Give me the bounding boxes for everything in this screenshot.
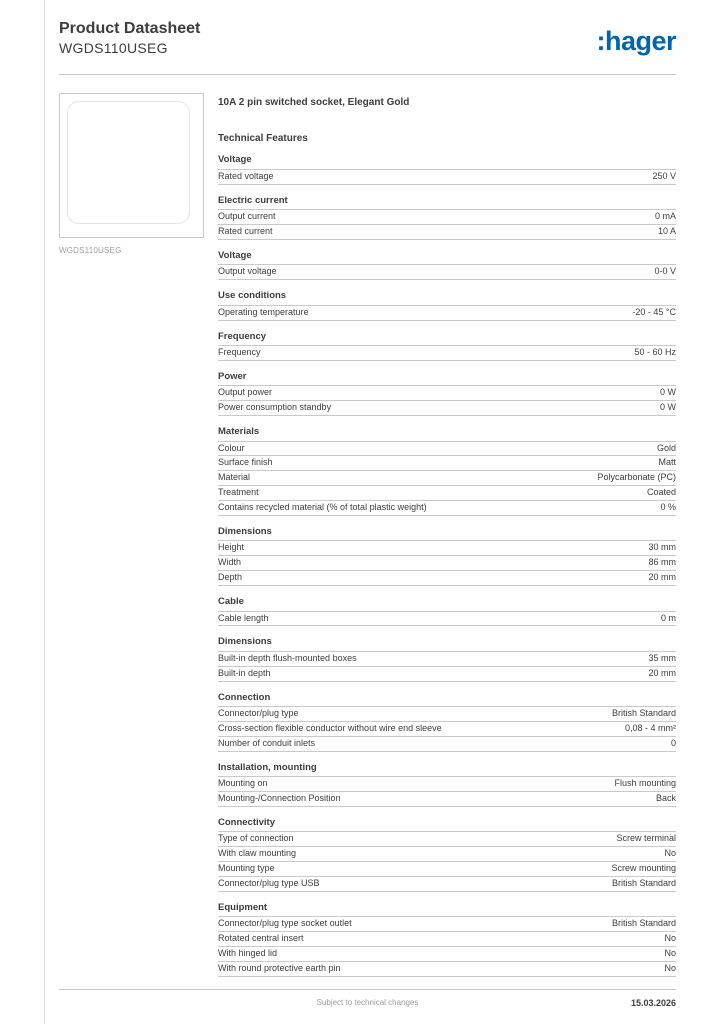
spec-section xyxy=(218,251,676,280)
page-margin-rule xyxy=(44,0,45,1024)
spec-label: Material xyxy=(218,472,251,483)
spec-row xyxy=(218,847,676,862)
spec-row xyxy=(218,652,676,667)
spec-row xyxy=(218,667,676,682)
spec-section xyxy=(218,527,676,586)
spec-row xyxy=(218,947,676,962)
spec-row xyxy=(218,932,676,947)
logo-colon: : xyxy=(596,26,605,56)
spec-label: Treatment xyxy=(218,487,259,498)
spec-value: 20 mm xyxy=(648,572,676,583)
spec-label: Mounting type xyxy=(218,863,275,874)
spec-row xyxy=(218,456,676,471)
spec-label: Connector/plug type xyxy=(218,708,299,719)
spec-row xyxy=(218,346,676,361)
spec-row xyxy=(218,501,676,516)
spec-value: 10 A xyxy=(657,226,676,237)
product-code: WGDS110USEG xyxy=(59,40,168,57)
footer-note: Subject to technical changes xyxy=(316,998,419,1007)
spec-value: 250 V xyxy=(652,170,676,181)
spec-row xyxy=(218,722,676,737)
spec-row xyxy=(218,917,676,932)
spec-section xyxy=(218,597,676,626)
spec-row xyxy=(218,541,676,556)
product-image-column xyxy=(59,93,204,977)
spec-row xyxy=(218,486,676,501)
spec-value: 0 W xyxy=(659,402,676,413)
hager-logo xyxy=(596,28,676,55)
spec-label: Type of connection xyxy=(218,833,294,844)
spec-label: Connector/plug type socket outlet xyxy=(218,918,352,929)
spec-section xyxy=(218,291,676,320)
spec-row xyxy=(218,401,676,416)
spec-section xyxy=(218,818,676,892)
spec-value: Coated xyxy=(646,487,676,498)
spec-value: British Standard xyxy=(611,878,676,889)
header xyxy=(0,0,724,56)
spec-row xyxy=(218,265,676,280)
spec-row xyxy=(218,832,676,847)
spec-row xyxy=(218,386,676,401)
spec-row xyxy=(218,471,676,486)
spec-label: Depth xyxy=(218,572,243,583)
spec-value: 0,08 - 4 mm² xyxy=(624,723,676,734)
spec-row xyxy=(218,792,676,807)
section-title: Power xyxy=(218,372,676,386)
spec-section xyxy=(218,332,676,361)
spec-value: 0 % xyxy=(660,502,676,513)
spec-label: Cable length xyxy=(218,612,269,623)
spec-value: 20 mm xyxy=(648,667,676,678)
spec-label: With round protective earth pin xyxy=(218,963,341,974)
spec-row xyxy=(218,737,676,752)
product-title: 10A 2 pin switched socket, Elegant Gold xyxy=(218,97,410,109)
spec-row xyxy=(218,170,676,185)
product-image xyxy=(59,93,204,238)
spec-label: Mounting on xyxy=(218,778,268,789)
spec-row xyxy=(218,442,676,457)
spec-row xyxy=(218,777,676,792)
section-title: Electric current xyxy=(218,196,676,210)
spec-label: Rated voltage xyxy=(218,170,274,181)
spec-value: 86 mm xyxy=(648,557,676,568)
spec-value: British Standard xyxy=(611,918,676,929)
spec-section xyxy=(218,637,676,681)
spec-label: With claw mounting xyxy=(218,848,297,859)
spec-value: Matt xyxy=(658,457,676,468)
spec-label: Built-in depth flush-mounted boxes xyxy=(218,652,357,663)
spec-label: Output current xyxy=(218,211,276,222)
spec-label: Frequency xyxy=(218,347,261,358)
spec-label: Contains recycled material (% of total plastic weight) xyxy=(218,502,427,513)
product-image-caption: WGDS110USEG xyxy=(59,246,122,256)
spec-value: Back xyxy=(655,793,676,804)
spec-label: Colour xyxy=(218,442,245,453)
footer-date: 15.03.2026 xyxy=(630,998,676,1008)
socket-outline-drawing xyxy=(67,101,190,224)
spec-label: Number of conduit inlets xyxy=(218,737,316,748)
section-title: Voltage xyxy=(218,251,676,265)
spec-value: British Standard xyxy=(611,708,676,719)
spec-row xyxy=(218,612,676,627)
section-title: Cable xyxy=(218,597,676,611)
spec-label: Cross-section flexible conductor without wire end sleeve xyxy=(218,723,442,734)
spec-value: 0 W xyxy=(659,387,676,398)
section-title: Dimensions xyxy=(218,637,676,651)
section-title: Connection xyxy=(218,693,676,707)
spec-column xyxy=(218,93,676,977)
spec-label: Surface finish xyxy=(218,457,273,468)
section-title: Frequency xyxy=(218,332,676,346)
spec-value: 0 mA xyxy=(654,211,676,222)
spec-value: -20 - 45 °C xyxy=(632,306,676,317)
spec-row xyxy=(218,306,676,321)
section-title: Voltage xyxy=(218,155,676,169)
spec-section xyxy=(218,155,676,184)
spec-label: Width xyxy=(218,557,242,568)
spec-value: No xyxy=(664,933,676,944)
spec-row xyxy=(218,571,676,586)
spec-value: Polycarbonate (PC) xyxy=(597,472,676,483)
spec-label: Operating temperature xyxy=(218,306,309,317)
footer-divider xyxy=(59,989,676,990)
section-title: Connectivity xyxy=(218,818,676,832)
spec-value: 30 mm xyxy=(648,542,676,553)
page-title: Product Datasheet xyxy=(59,20,201,37)
section-title: Use conditions xyxy=(218,291,676,305)
spec-value: Screw terminal xyxy=(616,833,676,844)
spec-section xyxy=(218,196,676,240)
spec-value: 50 - 60 Hz xyxy=(634,347,676,358)
section-title: Equipment xyxy=(218,903,676,917)
spec-label: Output power xyxy=(218,387,273,398)
footer-row xyxy=(59,998,676,1010)
spec-value: No xyxy=(664,963,676,974)
spec-label: Power consumption standby xyxy=(218,402,332,413)
spec-row xyxy=(218,707,676,722)
spec-row xyxy=(218,877,676,892)
spec-label: Mounting-/Connection Position xyxy=(218,793,341,804)
spec-label: Output voltage xyxy=(218,266,277,277)
section-title: Materials xyxy=(218,427,676,441)
spec-row xyxy=(218,225,676,240)
spec-section xyxy=(218,763,676,807)
spec-row xyxy=(218,210,676,225)
spec-value: No xyxy=(664,948,676,959)
spec-label: Connector/plug type USB xyxy=(218,878,320,889)
spec-sections xyxy=(218,155,676,977)
spec-value: Gold xyxy=(656,442,676,453)
technical-features-heading: Technical Features xyxy=(218,133,308,145)
spec-row xyxy=(218,556,676,571)
header-titles xyxy=(59,20,200,56)
footer xyxy=(59,989,676,1010)
spec-section xyxy=(218,427,676,516)
spec-label: Rotated central insert xyxy=(218,933,304,944)
content xyxy=(0,75,724,977)
spec-row xyxy=(218,962,676,977)
logo-text: hager xyxy=(604,26,676,56)
spec-value: 0 xyxy=(670,737,676,748)
spec-value: Screw mounting xyxy=(611,863,676,874)
section-title: Dimensions xyxy=(218,527,676,541)
spec-label: Rated current xyxy=(218,226,273,237)
spec-section xyxy=(218,693,676,752)
spec-label: With hinged lid xyxy=(218,948,278,959)
section-title: Installation, mounting xyxy=(218,763,676,777)
spec-label: Height xyxy=(218,542,245,553)
spec-value: 0 m xyxy=(660,612,676,623)
spec-value: 0-0 V xyxy=(654,266,676,277)
spec-label: Built-in depth xyxy=(218,667,271,678)
spec-value: No xyxy=(664,848,676,859)
spec-value: 35 mm xyxy=(648,652,676,663)
spec-value: Flush mounting xyxy=(614,778,676,789)
spec-section xyxy=(218,903,676,977)
spec-section xyxy=(218,372,676,416)
spec-row xyxy=(218,862,676,877)
